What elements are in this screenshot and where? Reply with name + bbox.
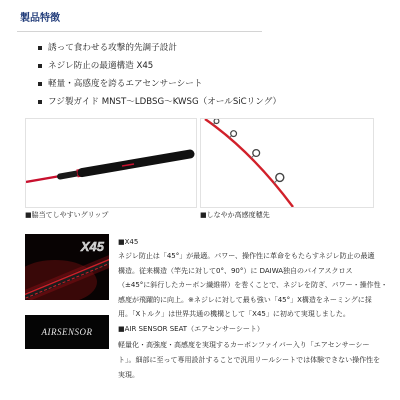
airsensor-description <box>118 338 395 383</box>
grip-photo <box>25 118 197 208</box>
x45-illustration <box>25 234 109 300</box>
description-line: 用。「Xトルク」は世界共通の機構として「X45」に初めて実現しました。 <box>118 310 350 318</box>
feature-text: 軽量・高感度を誇るエアセンサーシート <box>48 79 203 89</box>
description-line: ト」。細部に至って専用設計することで汎用リールシートでは体験できない操作性を <box>118 356 381 364</box>
rod-tip-photo <box>200 118 374 208</box>
reel-seat <box>60 173 78 176</box>
description-line: 構造。従来構造（竿先に対して0°、90°）に DAIWA独自のバイアスクロス <box>118 266 353 275</box>
line-guide-ring <box>276 173 284 181</box>
airsensor-logo-image <box>25 315 109 349</box>
grip-illustration <box>26 119 196 207</box>
feature-text: ネジレ防止の最適構造 X45 <box>48 61 154 71</box>
photo-background <box>26 119 196 207</box>
section-heading: 製品特徴 <box>20 13 60 24</box>
feature-list <box>38 41 281 113</box>
x45-logo: X45 <box>80 239 104 254</box>
square-bullet-icon <box>38 64 42 68</box>
line-guide-ring <box>253 150 260 157</box>
description-line: 実現。 <box>118 371 139 379</box>
feature-text: 誘って食わせる攻撃的先調子設計 <box>48 43 177 53</box>
square-bullet-icon <box>38 46 42 50</box>
feature-item <box>38 95 281 113</box>
description-line: 感度が飛躍的に向上。※ネジレに対して最も強い「45°」X構造をネーミングに採 <box>118 295 372 304</box>
feature-item <box>38 77 281 95</box>
description-line: （±45°に斜行したカーボン繊維帯）を巻くことで、ネジレを防ぎ、パワー・操作性・ <box>118 281 388 289</box>
feature-item <box>38 59 281 77</box>
grip-caption: ■脇当てしやすいグリップ <box>25 211 109 219</box>
tip-caption: ■しなやか高感度穂先 <box>200 211 270 219</box>
airsensor-illustration <box>25 315 109 349</box>
description-line: 軽量化・高強度・高感度を実現するカーボンファイバー入り「エアセンサーシー <box>118 341 370 349</box>
rod-tip-illustration <box>201 119 373 207</box>
x45-title: ■X45 <box>118 238 139 246</box>
heading-divider <box>17 31 262 32</box>
description-line: ネジレ防止は「45°」が最適。パワー、操作性に革命をもたらすネジレ防止の最適 <box>118 252 375 260</box>
x45-description <box>118 249 395 322</box>
airsensor-title: ■AIR SENSOR SEAT（エアセンサーシート） <box>118 325 264 333</box>
square-bullet-icon <box>38 82 42 86</box>
x45-photo <box>25 234 109 300</box>
feature-item <box>38 41 281 59</box>
line-guide-ring <box>231 131 237 137</box>
airsensor-logo: AIRSENSOR <box>41 327 93 337</box>
photo-background <box>201 119 373 207</box>
line-guide-ring <box>214 119 219 124</box>
feature-text: フジ製ガイド MNST～LDBSG～KWSG（オールSiCリング） <box>48 97 282 107</box>
square-bullet-icon <box>38 100 42 104</box>
